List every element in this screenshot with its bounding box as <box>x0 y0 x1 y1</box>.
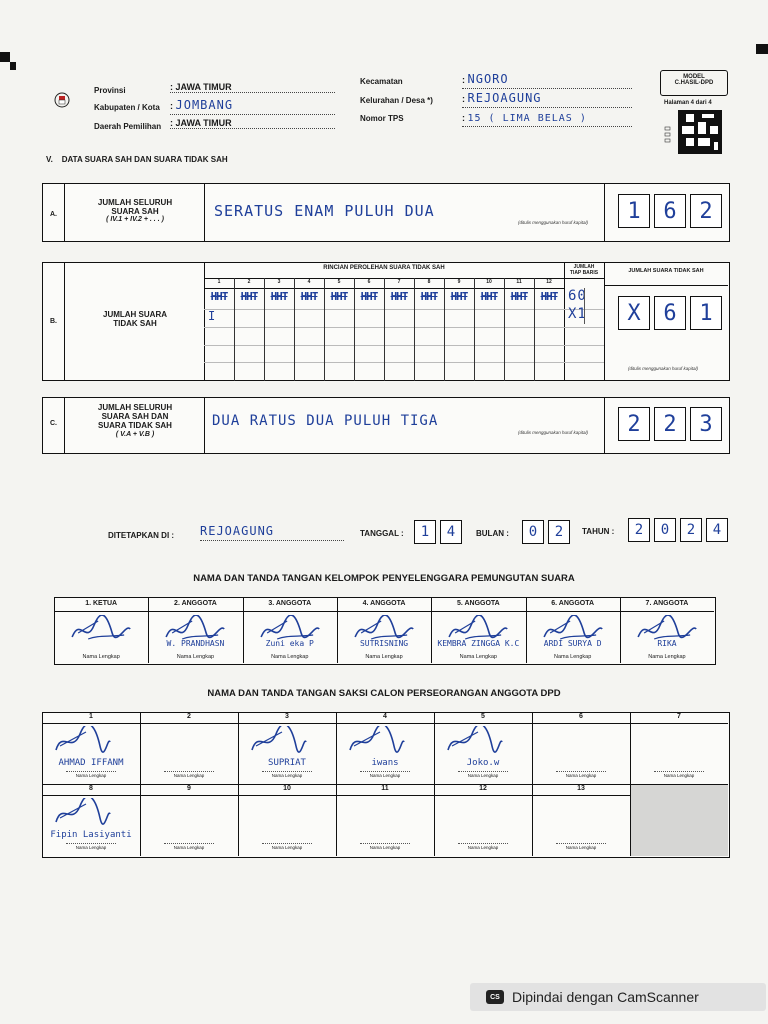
camscanner-logo-icon: CS <box>486 990 504 1004</box>
row-a-digit-2: 6 <box>654 194 686 228</box>
row-c-digit-2: 2 <box>654 407 686 441</box>
kelurahan-value: : REJOAGUNG <box>462 89 632 108</box>
saksi-column-divider <box>630 784 631 856</box>
row-b-digit-3: 1 <box>690 296 722 330</box>
nama-lengkap-label: Nama Lengkap <box>75 845 107 850</box>
kpps-member-name: W. PRANDHASN <box>166 639 225 648</box>
camscanner-text: Dipindai dengan CamScanner <box>512 989 699 1005</box>
saksi-dotted-line <box>360 843 410 844</box>
tahun-label: TAHUN : <box>582 527 615 536</box>
tally-column-divider <box>414 278 415 381</box>
signature-icon <box>346 726 406 756</box>
saksi-column-divider <box>336 712 337 784</box>
nama-lengkap-label: Nama Lengkap <box>369 773 401 778</box>
row-b-hint: (ditulis menggunakan huruf kapital) <box>628 366 699 371</box>
saksi-column-divider <box>238 784 239 856</box>
nama-lengkap-label: Nama Lengkap <box>553 654 592 660</box>
saksi-dotted-line <box>262 771 312 772</box>
saksi-number: 1 <box>89 713 93 720</box>
saksi-number: 3 <box>285 713 289 720</box>
bulan-label: BULAN : <box>476 529 509 538</box>
row-a-hint: (ditulis menggunakan huruf kapital) <box>518 220 589 225</box>
tally-mark: HHT <box>450 290 468 303</box>
tally-column-number: 4 <box>307 279 311 285</box>
signature-icon <box>68 615 134 643</box>
row-c-letter: C. <box>50 420 57 427</box>
saksi-dotted-line <box>556 771 606 772</box>
jumlah-suara-tidak-sah-header: JUMLAH SUARA TIDAK SAH <box>628 268 704 274</box>
saksi-name: AHMAD IFFANM <box>58 758 124 768</box>
saksi-number: 2 <box>187 713 191 720</box>
daerah-value: : JAWA TIMUR <box>170 118 335 129</box>
saksi-number: 8 <box>89 785 93 792</box>
saksi-empty-cell <box>630 784 728 856</box>
tally-column-divider <box>264 278 265 381</box>
corner-mark <box>10 62 16 70</box>
nama-lengkap-label: Nama Lengkap <box>459 654 497 660</box>
nama-lengkap-label: Nama Lengkap <box>82 654 120 660</box>
saksi-name: Joko.w <box>466 758 500 768</box>
row-a-words: SERATUS ENAM PULUH DUA <box>214 202 435 220</box>
tally-column-divider <box>324 278 325 381</box>
kelurahan-label: Kelurahan / Desa *) <box>360 96 433 105</box>
tally-column-number: 7 <box>397 279 401 285</box>
tally-column-number: 11 <box>516 279 522 285</box>
saksi-dotted-line <box>66 771 116 772</box>
signature-icon <box>444 726 504 756</box>
kpps-member-name: KEMBRA ZINGGA K.C <box>437 639 520 648</box>
kpps-column-header: 7. ANGGOTA <box>645 600 689 607</box>
tally-mark: HHT <box>540 290 558 303</box>
nama-lengkap-label: Nama Lengkap <box>271 845 303 850</box>
tally-column-number: 8 <box>427 279 431 285</box>
saksi-number: 11 <box>381 785 389 792</box>
nama-lengkap-label: Nama Lengkap <box>271 654 309 660</box>
tanggal-digit-2: 4 <box>440 520 462 544</box>
tanggal-label: TANGGAL : <box>360 529 404 538</box>
tally-mark: HHT <box>300 290 318 303</box>
tally-column-divider <box>354 278 355 381</box>
tally-column-divider <box>234 278 235 381</box>
tally-mark: HHT <box>420 290 438 303</box>
saksi-number: 13 <box>577 785 585 792</box>
corner-mark-right <box>756 44 768 54</box>
saksi-name: Fipin Lasiyanti <box>50 830 132 840</box>
rincian-header: RINCIAN PEROLEHAN SUARA TIDAK SAH <box>323 265 445 271</box>
row-b-digit-2: 6 <box>654 296 686 330</box>
row-b-label: JUMLAH SUARA TIDAK SAH <box>103 310 167 328</box>
page-indicator: Halaman 4 dari 4 <box>664 100 712 106</box>
saksi-name: SUPRIAT <box>268 758 306 768</box>
tally-column-number: 3 <box>277 279 281 285</box>
saksi-dotted-line <box>262 843 312 844</box>
model-box: MODEL C.HASIL-DPD <box>660 70 728 96</box>
camscanner-watermark <box>470 983 766 1011</box>
row-b-total-1: 60 <box>568 288 587 304</box>
section-v-title: V. DATA SUARA SAH DAN SUARA TIDAK SAH <box>46 155 228 164</box>
nama-lengkap-label: Nama Lengkap <box>173 773 205 778</box>
qr-code-icon <box>678 110 722 154</box>
saksi-number: 4 <box>383 713 387 720</box>
tally-column-divider <box>294 278 295 381</box>
signature-icon <box>52 726 112 756</box>
tanggal-digit-1: 1 <box>414 520 436 544</box>
tps-label: Nomor TPS <box>360 114 404 123</box>
tally-column-number: 10 <box>486 279 492 285</box>
tally-mark: HHT <box>510 290 528 303</box>
tally-mark: HHT <box>210 290 228 303</box>
kpu-logo-icon <box>54 92 70 108</box>
tally-column-divider <box>474 278 475 381</box>
row-a-label: JUMLAH SELURUH SUARA SAH ( IV.1 + IV.2 + . . . ) <box>97 198 173 223</box>
provinsi-value: : JAWA TIMUR <box>170 82 335 93</box>
saksi-dotted-line <box>556 843 606 844</box>
tally-column-number: 5 <box>337 279 341 285</box>
saksi-column-divider <box>434 712 435 784</box>
kpps-member-name: SUTRISNING <box>359 639 409 648</box>
saksi-column-divider <box>434 784 435 856</box>
kpps-column-header: 3. ANGGOTA <box>268 600 312 607</box>
tahun-digit-1: 2 <box>628 518 650 542</box>
tally-column-divider <box>534 278 535 381</box>
saksi-number: 7 <box>677 713 681 720</box>
row-c-hint: (ditulis menggunakan huruf kapital) <box>518 430 589 435</box>
kabupaten-value: : JOMBANG <box>170 96 335 115</box>
saksi-dotted-line <box>458 771 508 772</box>
row-b-letter: B. <box>50 318 57 325</box>
nama-lengkap-label: Nama Lengkap <box>663 773 695 778</box>
kpps-column-header: 2. ANGGOTA <box>174 600 217 607</box>
row-a-digit-3: 2 <box>690 194 722 228</box>
ditetapkan-label: DITETAPKAN DI : <box>108 531 175 540</box>
saksi-column-divider <box>140 784 141 856</box>
tally-mark-row2: I <box>208 309 217 323</box>
tally-mark: HHT <box>480 290 498 303</box>
nama-lengkap-label: Nama Lengkap <box>176 654 215 660</box>
nama-lengkap-label: Nama Lengkap <box>75 773 107 778</box>
jumlah-tiap-baris-header: JUMLAH TIAP BARIS <box>569 264 599 276</box>
ditetapkan-value: REJOAGUNG <box>200 522 344 541</box>
tally-column-divider <box>504 278 505 381</box>
nama-lengkap-label: Nama Lengkap <box>369 845 401 850</box>
side-code <box>664 126 672 146</box>
nama-lengkap-label: Nama Lengkap <box>271 773 303 778</box>
tally-mark: HHT <box>270 290 288 303</box>
saksi-column-divider <box>238 712 239 784</box>
nama-lengkap-label: Nama Lengkap <box>648 654 686 660</box>
saksi-dotted-line <box>164 843 214 844</box>
kpps-column-header: 1. KETUA <box>85 600 118 607</box>
row-a-letter: A. <box>50 211 57 218</box>
row-c-words: DUA RATUS DUA PULUH TIGA <box>212 413 439 429</box>
saksi-number: 5 <box>481 713 485 720</box>
row-b-digit-1: X <box>618 296 650 330</box>
row-a-digit-1: 1 <box>618 194 650 228</box>
tally-mark: HHT <box>240 290 258 303</box>
nama-lengkap-label: Nama Lengkap <box>173 845 205 850</box>
saksi-column-divider <box>532 784 533 856</box>
nama-lengkap-label: Nama Lengkap <box>565 773 597 778</box>
saksi-name: iwans <box>371 758 399 768</box>
kpps-member-name: ARDI SURYA D <box>543 639 602 648</box>
bulan-digit-2: 2 <box>548 520 570 544</box>
saksi-number: 10 <box>283 785 291 792</box>
nama-lengkap-label: Nama Lengkap <box>365 654 403 660</box>
saksi-column-divider <box>140 712 141 784</box>
kpps-title: NAMA DAN TANDA TANGAN KELOMPOK PENYELENGGARA PEMUNGUTAN SUARA <box>193 573 575 584</box>
kpps-member-name: Zuni eka P <box>265 639 314 648</box>
saksi-number: 6 <box>579 713 583 720</box>
saksi-header-line <box>42 723 728 724</box>
saksi-number: 9 <box>187 785 191 792</box>
saksi-number: 12 <box>479 785 487 792</box>
row-c-digit-1: 2 <box>618 407 650 441</box>
provinsi-label: Provinsi <box>94 86 126 95</box>
tally-mark: HHT <box>360 290 378 303</box>
bulan-digit-1: 0 <box>522 520 544 544</box>
kpps-header-line <box>54 611 714 612</box>
tally-mark: HHT <box>390 290 408 303</box>
kpps-member-name: RIKA <box>657 639 677 648</box>
row-b-total-2: X1 <box>568 306 587 322</box>
saksi-column-divider <box>336 784 337 856</box>
tally-column-divider <box>384 278 385 381</box>
kpps-column-header: 6. ANGGOTA <box>551 600 595 607</box>
tally-column-divider <box>444 278 445 381</box>
saksi-column-divider <box>532 712 533 784</box>
tahun-digit-3: 2 <box>680 518 702 542</box>
saksi-dotted-line <box>360 771 410 772</box>
kpps-column-header: 4. ANGGOTA <box>362 600 406 607</box>
tally-column-number: 9 <box>457 279 461 285</box>
kecamatan-value: : NGORO <box>462 70 632 89</box>
nama-lengkap-label: Nama Lengkap <box>467 845 499 850</box>
kabupaten-label: Kabupaten / Kota <box>94 103 160 112</box>
tally-column-number: 2 <box>247 279 251 285</box>
signature-icon <box>52 798 112 828</box>
tps-value: : 15 ( LIMA BELAS ) <box>462 108 632 127</box>
tahun-digit-2: 0 <box>654 518 676 542</box>
saksi-dotted-line <box>66 843 116 844</box>
daerah-label: Daerah Pemilihan <box>94 122 162 131</box>
tahun-digit-4: 4 <box>706 518 728 542</box>
saksi-dotted-line <box>654 771 704 772</box>
saksi-dotted-line <box>458 843 508 844</box>
saksi-title: NAMA DAN TANDA TANGAN SAKSI CALON PERSEORANGAN ANGGOTA DPD <box>207 688 561 699</box>
saksi-dotted-line <box>164 771 214 772</box>
tally-column-number: 1 <box>217 279 221 285</box>
row-c-label: JUMLAH SELURUH SUARA SAH DAN SUARA TIDAK SAH ( V.A + V.B ) <box>97 403 173 438</box>
tally-column-number: 12 <box>546 279 552 285</box>
corner-mark <box>0 52 10 62</box>
tally-mark: HHT <box>330 290 348 303</box>
nama-lengkap-label: Nama Lengkap <box>467 773 499 778</box>
saksi-column-divider <box>630 712 631 784</box>
kecamatan-label: Kecamatan <box>360 77 403 86</box>
nama-lengkap-label: Nama Lengkap <box>565 845 597 850</box>
kpps-column-header: 5. ANGGOTA <box>456 600 500 607</box>
signature-icon <box>248 726 308 756</box>
row-c-digit-3: 3 <box>690 407 722 441</box>
tally-column-number: 6 <box>367 279 371 285</box>
